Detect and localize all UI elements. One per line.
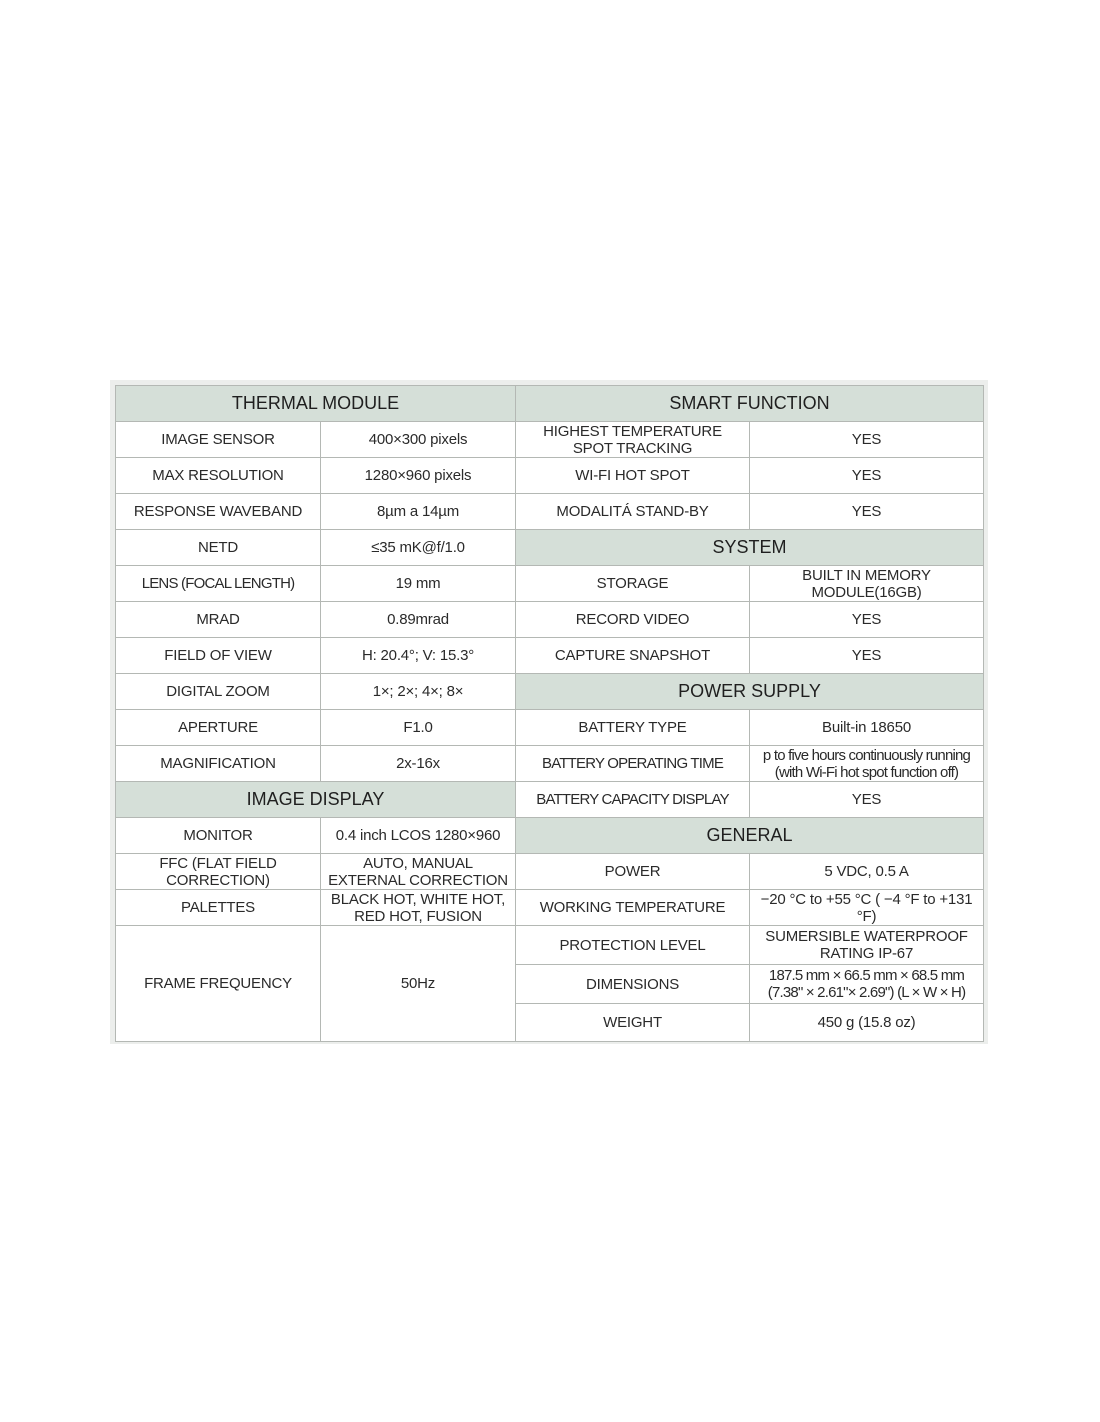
section-header-system: SYSTEM xyxy=(516,530,984,566)
spec-value: p to five hours continuously running (with Wi-Fi hot spot function off) xyxy=(750,746,984,782)
spec-label: IMAGE SENSOR xyxy=(116,422,321,458)
spec-label: BATTERY TYPE xyxy=(516,710,750,746)
spec-value: 400×300 pixels xyxy=(321,422,516,458)
table-row xyxy=(116,530,984,566)
spec-value: 1280×960 pixels xyxy=(321,458,516,494)
spec-value: 2x-16x xyxy=(321,746,516,782)
spec-value: SUMERSIBLE WATERPROOF RATING IP-67 xyxy=(750,926,984,965)
spec-label: PALETTES xyxy=(116,890,321,926)
spec-value: 187.5 mm × 66.5 mm × 68.5 mm (7.38" × 2.61"× 2.69") (L × W × H) xyxy=(750,965,984,1004)
spec-value: YES xyxy=(750,494,984,530)
spec-label: STORAGE xyxy=(516,566,750,602)
spec-label: MRAD xyxy=(116,602,321,638)
spec-label: FRAME FREQUENCY xyxy=(116,926,321,1042)
spec-label: MONITOR xyxy=(116,818,321,854)
spec-value: 0.89mrad xyxy=(321,602,516,638)
section-header-image-display: IMAGE DISPLAY xyxy=(116,782,516,818)
spec-label: POWER xyxy=(516,854,750,890)
spec-label: PROTECTION LEVEL xyxy=(516,926,750,965)
table-row xyxy=(116,566,984,602)
spec-value: 50Hz xyxy=(321,926,516,1042)
spec-value: YES xyxy=(750,458,984,494)
spec-value: H: 20.4°; V: 15.3° xyxy=(321,638,516,674)
spec-label: MODALITÁ STAND-BY xyxy=(516,494,750,530)
spec-label: WI-FI HOT SPOT xyxy=(516,458,750,494)
section-header-general: GENERAL xyxy=(516,818,984,854)
table-row xyxy=(116,494,984,530)
table-row xyxy=(116,638,984,674)
spec-label: MAGNIFICATION xyxy=(116,746,321,782)
spec-label: FFC (FLAT FIELD CORRECTION) xyxy=(116,854,321,890)
spec-table-frame xyxy=(110,380,988,1044)
spec-value: YES xyxy=(750,638,984,674)
section-header-thermal-module: THERMAL MODULE xyxy=(116,386,516,422)
section-header-power-supply: POWER SUPPLY xyxy=(516,674,984,710)
spec-value: AUTO, MANUAL EXTERNAL CORRECTION xyxy=(321,854,516,890)
spec-label: CAPTURE SNAPSHOT xyxy=(516,638,750,674)
table-row xyxy=(116,422,984,458)
section-header-smart-function: SMART FUNCTION xyxy=(516,386,984,422)
spec-label: NETD xyxy=(116,530,321,566)
spec-label: FIELD OF VIEW xyxy=(116,638,321,674)
spec-label: DIMENSIONS xyxy=(516,965,750,1004)
spec-value: 5 VDC, 0.5 A xyxy=(750,854,984,890)
table-row xyxy=(116,386,984,422)
spec-label: LENS (FOCAL LENGTH) xyxy=(116,566,321,602)
spec-value: −20 °C to +55 °C ( −4 °F to +131 °F) xyxy=(750,890,984,926)
spec-label: HIGHEST TEMPERATURE SPOT TRACKING xyxy=(516,422,750,458)
spec-value: YES xyxy=(750,602,984,638)
table-row xyxy=(116,458,984,494)
spec-label: WORKING TEMPERATURE xyxy=(516,890,750,926)
spec-value: F1.0 xyxy=(321,710,516,746)
spec-label: APERTURE xyxy=(116,710,321,746)
table-row xyxy=(116,602,984,638)
spec-value: YES xyxy=(750,422,984,458)
table-row xyxy=(116,818,984,854)
spec-table xyxy=(115,385,984,1042)
spec-label: BATTERY OPERATING TIME xyxy=(516,746,750,782)
table-row xyxy=(116,854,984,890)
spec-value: BUILT IN MEMORY MODULE(16GB) xyxy=(750,566,984,602)
spec-value: Built-in 18650 xyxy=(750,710,984,746)
table-row xyxy=(116,710,984,746)
spec-label: BATTERY CAPACITY DISPLAY xyxy=(516,782,750,818)
spec-label: RESPONSE WAVEBAND xyxy=(116,494,321,530)
spec-label: RECORD VIDEO xyxy=(516,602,750,638)
spec-value: 8µm a 14µm xyxy=(321,494,516,530)
spec-value: 1×; 2×; 4×; 8× xyxy=(321,674,516,710)
spec-label: MAX RESOLUTION xyxy=(116,458,321,494)
spec-label: DIGITAL ZOOM xyxy=(116,674,321,710)
spec-value: ≤35 mK@f/1.0 xyxy=(321,530,516,566)
table-row xyxy=(116,926,984,965)
spec-label: WEIGHT xyxy=(516,1004,750,1042)
table-row xyxy=(116,746,984,782)
spec-value: 450 g (15.8 oz) xyxy=(750,1004,984,1042)
spec-value: 19 mm xyxy=(321,566,516,602)
spec-value: BLACK HOT, WHITE HOT, RED HOT, FUSION xyxy=(321,890,516,926)
table-row xyxy=(116,890,984,926)
spec-value: 0.4 inch LCOS 1280×960 xyxy=(321,818,516,854)
spec-value: YES xyxy=(750,782,984,818)
table-row xyxy=(116,674,984,710)
table-row xyxy=(116,782,984,818)
